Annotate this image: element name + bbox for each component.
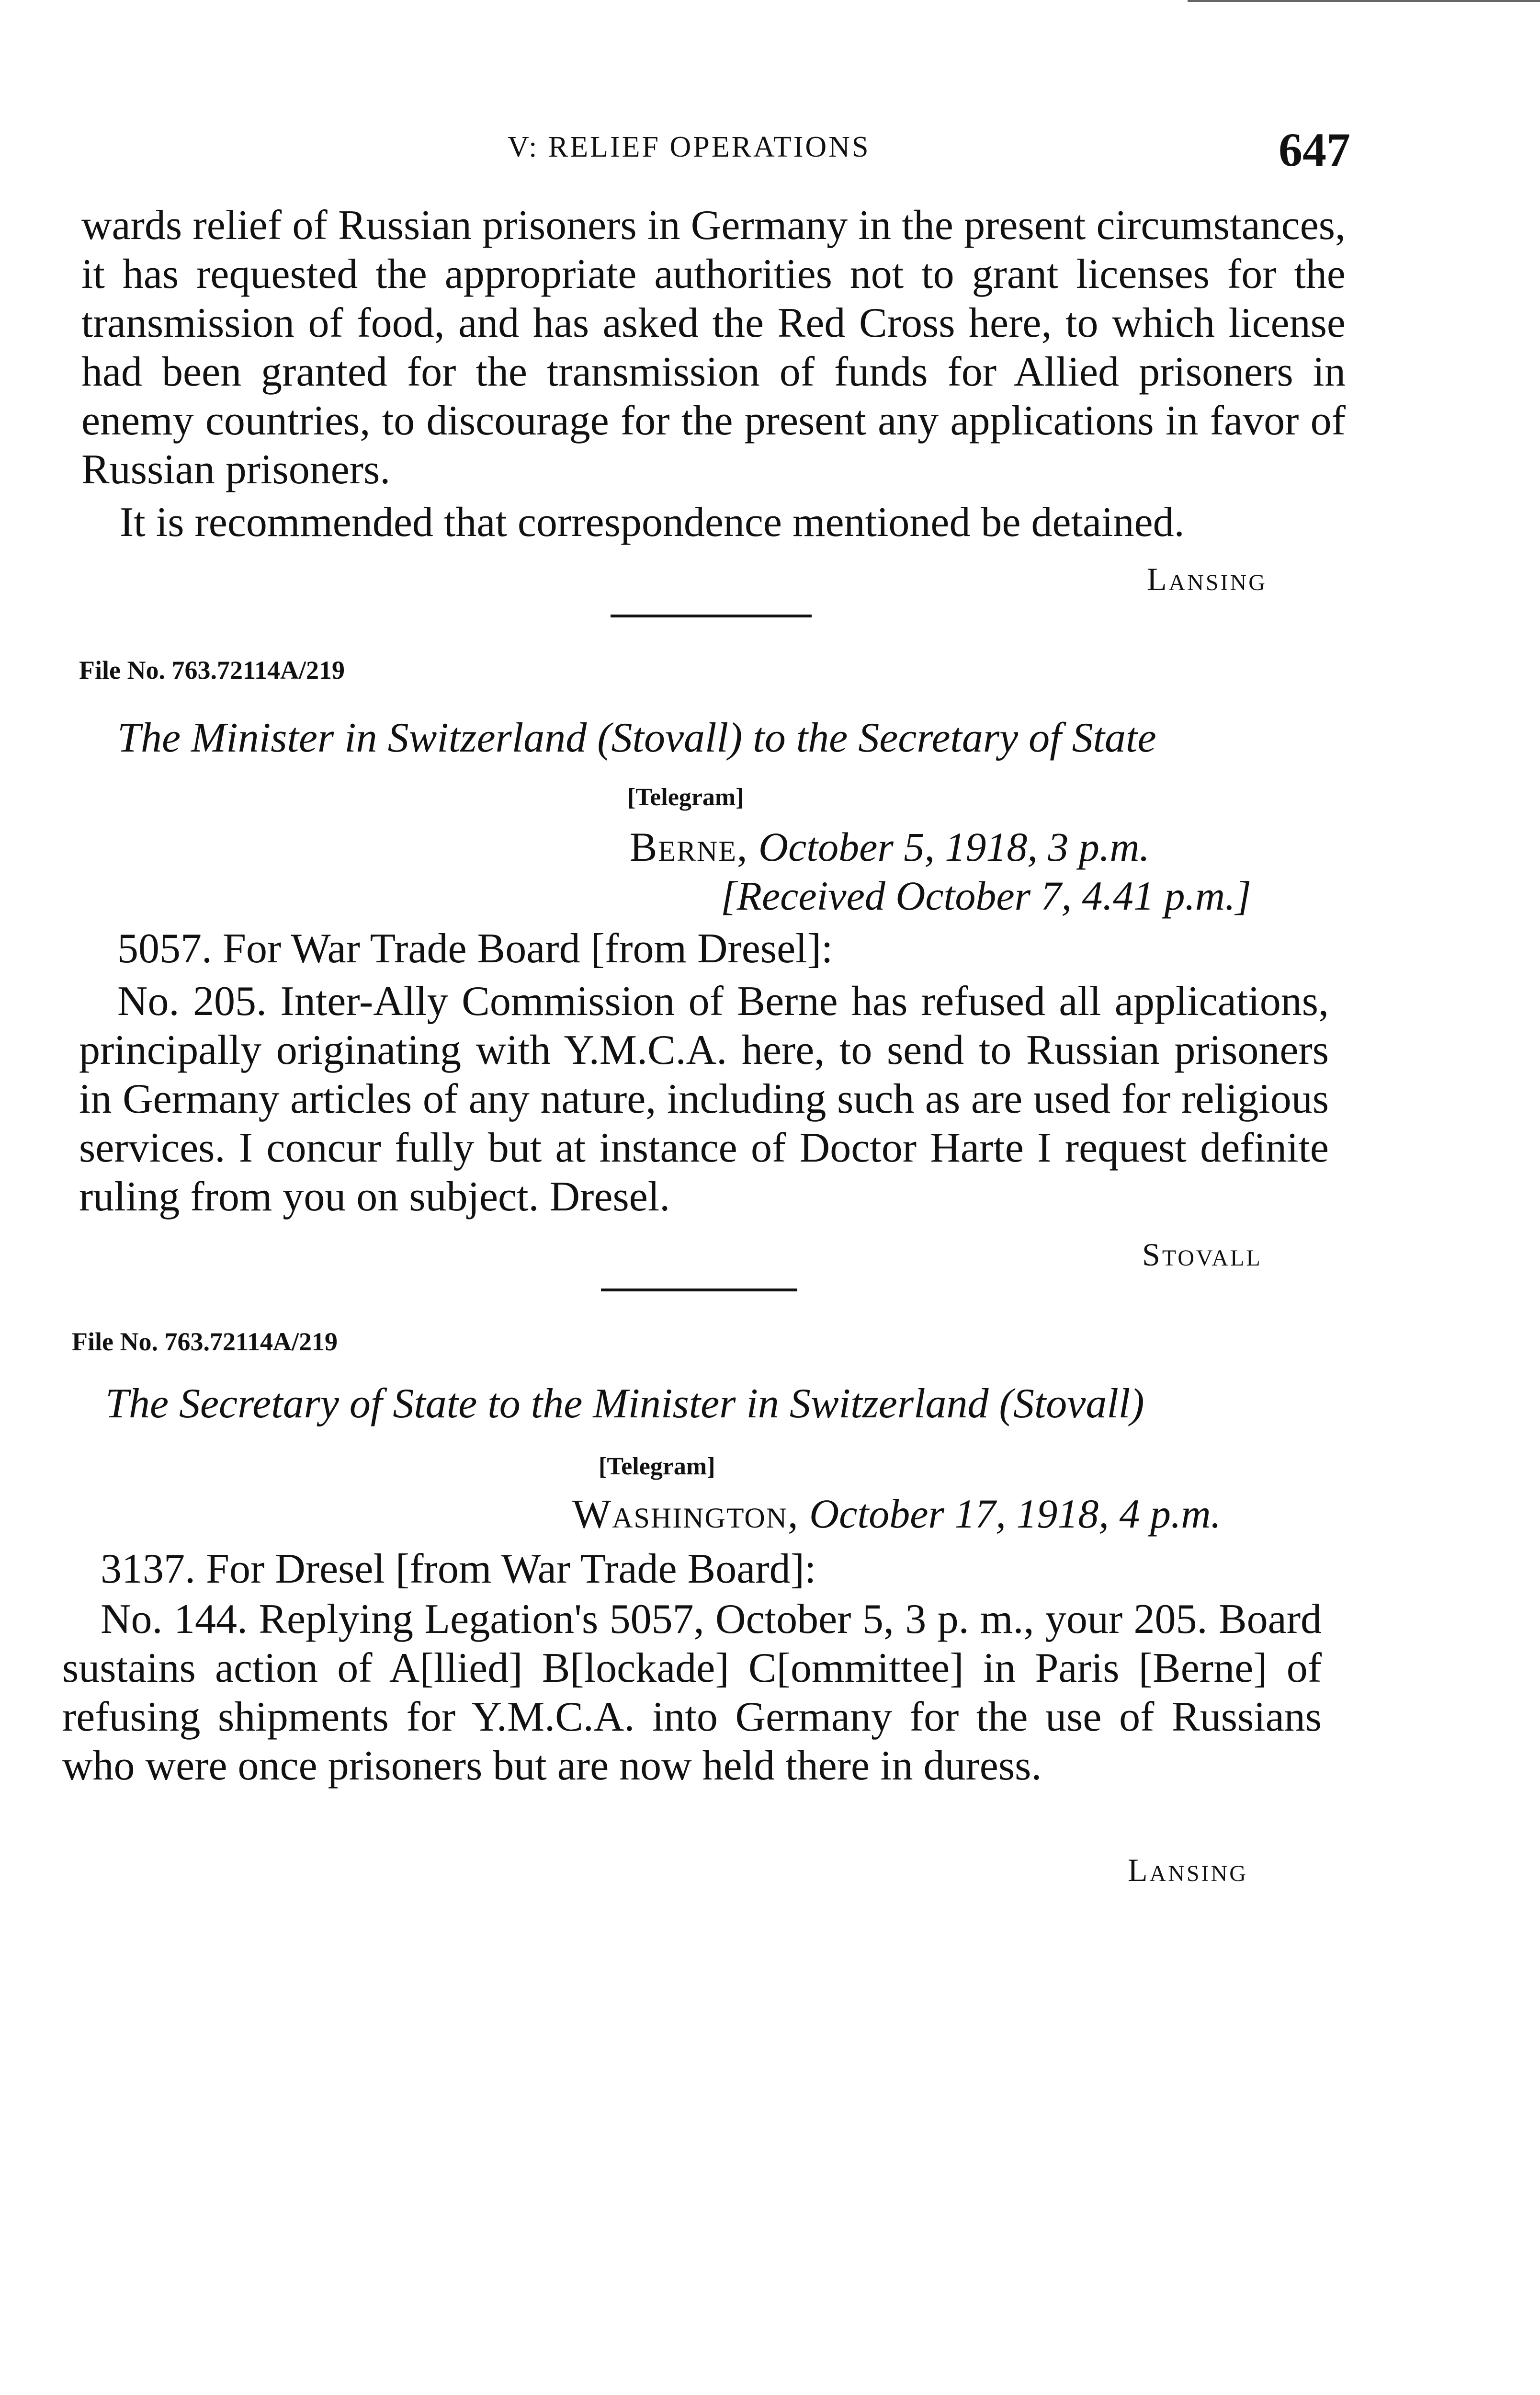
- file-number-2: File No. 763.72114A/219: [72, 1327, 338, 1356]
- dateline-2: [572, 1490, 1221, 1538]
- recommendation-paragraph: It is recommended that correspondence mentioned be detained.: [120, 499, 1185, 546]
- signature-lansing-1: Lansing: [1147, 561, 1267, 597]
- top-edge-rule: [1188, 0, 1540, 2]
- opening-line-2: 3137. For Dresel [from War Trade Board]:: [101, 1546, 816, 1592]
- running-head: V: RELIEF OPERATIONS: [508, 131, 871, 163]
- section-divider-1: [611, 615, 812, 617]
- dateline-date-1: October 5, 1918, 3 p.m.: [748, 824, 1150, 870]
- telegram-label-2: [Telegram]: [599, 1453, 715, 1480]
- telegram-label-1: [Telegram]: [627, 784, 744, 811]
- section-divider-2: [601, 1289, 797, 1291]
- signature-stovall: Stovall: [1142, 1236, 1262, 1273]
- file-number-1: File No. 763.72114A/219: [79, 656, 345, 684]
- telegram-body-2: No. 144. Replying Legation's 5057, October 5, 3 p. m., your 205. Board sustains action of A[llied] B[lockade] C[ommittee] in Paris [Berne] of refusing shipments for Y.M.C.A. into Germany for the use of Russians who were once prisoners but are now held there in duress.: [62, 1596, 1322, 1789]
- received-line-1: [Received October 7, 4.41 p.m.]: [721, 873, 1252, 919]
- page-number: 647: [1279, 123, 1350, 176]
- dateline-place-1: Berne,: [630, 824, 748, 870]
- document-heading-1: The Minister in Switzerland (Stovall) to the Secretary of State: [117, 715, 1156, 761]
- signature-lansing-2: Lansing: [1128, 1852, 1248, 1888]
- opening-line-1: 5057. For War Trade Board [from Dresel]:: [117, 925, 833, 972]
- dateline-date-2: October 17, 1918, 4 p.m.: [799, 1491, 1221, 1537]
- dateline-place-2: Washington,: [572, 1491, 799, 1537]
- dateline-1: [630, 823, 1150, 871]
- document-heading-2: The Secretary of State to the Minister in Switzerland (Stovall): [105, 1380, 1144, 1427]
- telegram-body-1: No. 205. Inter-Ally Commission of Berne has refused all applications, principally originating with Y.M.C.A. here, to send to Russian prisoners in Germany articles of any nature, including such as are used for religious services. I concur fully but at instance of Doctor Harte I request definite ruling from you on subject. Dresel.: [79, 978, 1329, 1220]
- continued-paragraph: wards relief of Russian prisoners in Germany in the present circumstances, it has requested the appropriate authorities not to grant licenses for the transmission of food, and has asked the Red Cross here, to which license had been granted for the transmission of funds for Allied prisoners in enemy countries, to discourage for the present any applications in favor of Russian prisoners.: [81, 202, 1346, 493]
